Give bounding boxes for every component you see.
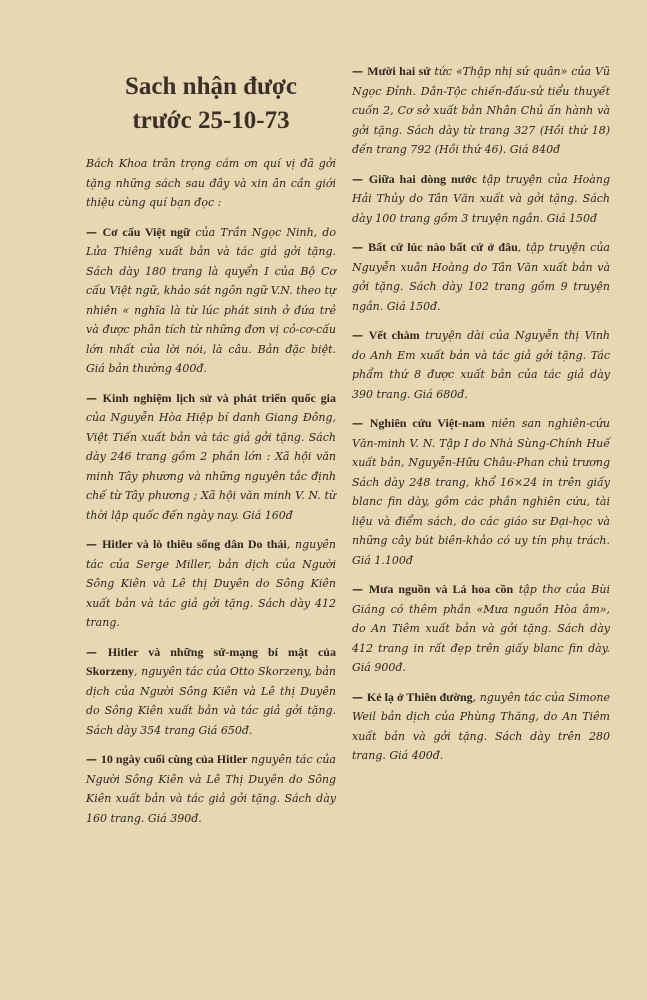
title-line-2: trước 25-10-73 [132,107,290,134]
entry-dash: — [86,538,103,551]
entry-dash: — [86,645,108,659]
book-entry [352,414,610,570]
intro-paragraph: Bách Khoa trân trọng cám ơn quí vị đã gởi tặng những sách sau đây và xin ân cần giới thiệu cùng quí bạn đọc : [86,157,336,209]
entry-dash: — [86,753,101,766]
entry-title: Mười hai sứ [367,64,431,78]
entry-title: Kẻ lạ ở Thiên đường [366,689,473,704]
entry-title: Bất cứ lúc nào bất cứ ở đâu [368,240,518,254]
book-entry [86,389,336,526]
title-line-1: Sach nhận được [125,73,297,100]
entry-title: Nghiên cứu Việt-nam [369,416,485,430]
book-entry [352,62,610,160]
entry-description: niên san nghiên-cứu Văn-minh V. N. Tập I do Nhà Sùng-Chính Huế xuất bản, Nguyễn-Hữu Châu-Phan chủ trương Sách dày 248 trang, khổ 16×24 in trên giấy blanc fin dày, gồm các phần nghiên cứu, tài liệu và điểm sách, do các giáo sư Đại-học và những cây bút biên-khảo có uy tín phụ trách. Giá 1.100đ [352,417,610,567]
left-entry-list [86,223,336,829]
entry-title: Hitler và những sứ-mạng bí mật của Skorzeny [86,644,336,678]
page-title [86,70,336,138]
entry-dash: — [86,391,103,405]
entry-description: tức «Thập nhị sứ quân» của Vũ Ngọc Đỉnh. Dân-Tộc chiến-đấu-sử tiểu thuyết cuốn 2, Cơ sở xuất bản Nhân Chủ ấn hành và gởi tặng. Sách dày từ trang 327 (Hồi thứ 18) đến trang 792 (Hồi thứ 46). Giá 840đ [352,65,610,156]
entry-description: của Nguyễn Hòa Hiệp bí danh Giang Đông, Việt Tiến xuất bản và tác giả gởi tặng. Sách dày 246 trang gồm 2 phần lớn : Xã hội văn minh Tây phương và những nguyên tắc định chế từ Tây phương ; Xã hội văn minh V. N. từ thời lập quốc đến ngày nay. Giá 160đ [86,411,336,522]
entry-title: Mưa nguồn và Lá hoa cồn [368,582,514,596]
book-entry [86,535,336,633]
book-entry [352,688,610,766]
book-entry [86,223,336,379]
entry-description: , nguyên tác của Serge Miller, bản dịch của Người Sông Kiên và Lê thị Duyên do Sông Kiên xuất bản và tác giả gởi tặng. Sách dày 412 trang. [86,538,337,629]
entry-description: , nguyên tác của Simone Weil bản dịch của Phùng Thăng, do An Tiêm xuất bản và gởi tặng. Sách dày trên 280 trang. Giá 400đ. [352,690,610,762]
entry-description: tập thơ của Bùi Giáng có thêm phần «Mưa nguồn Hòa âm», do An Tiêm xuất bản và gởi tặng. Sách dày 412 trang in rất đẹp trên giấy blanc fin dày. Giá 900đ. [352,583,610,674]
entry-title: Hitler và lò thiêu sống dân Do thái [102,537,287,551]
book-entry [352,326,610,404]
book-entry [352,580,610,678]
entry-description: truyện dài của Nguyễn thị Vinh do Anh Em xuất bản và tác giả gởi tặng. Tác phẩm thứ 8 được xuất bản của tác giả dày 390 trang. Giá 680đ. [352,329,611,401]
entry-dash: — [352,329,369,342]
entry-description: nguyên tác của Người Sông Kiên và Lê Thị Duyên do Sông Kiên xuất bản và tác giả gởi tặng. Sách dày 160 trang. Giá 390đ. [86,753,336,825]
entry-title: Giữa hai dòng nước [368,171,477,186]
entry-description: tập truyện của Hoàng Hải Thủy do Tân Văn xuất và gởi tặng. Sách dày 100 trang gồm 3 truyện ngắn. Giá 150đ [352,172,610,225]
entry-dash: — [352,172,369,186]
book-entry [86,643,336,741]
entry-title: Cơ cấu Việt ngữ [102,224,191,239]
entry-title: Kinh nghiệm lịch sử và phát triển quốc gia [102,390,336,405]
entry-dash: — [352,241,369,254]
entry-dash: — [352,583,369,596]
entry-description: của Trần Ngọc Ninh, do Lửa Thiêng xuất bản và tác giả gởi tặng. Sách dày 180 trang là quyển I của Bộ Cơ cấu Việt ngữ, khảo sát ngôn ngữ V.N. theo tự nhiên « nghĩa là từ lúc phát sinh ở đứa trẻ và được phân tích từ những đơn vị cỏ-cơ-cấu lớn nhất của lời nói, là câu. Bản đặc biệt. Giá bản thường 400đ. [86,225,336,375]
entry-dash: — [352,690,367,704]
entry-title: 10 ngày cuối cùng của Hitler [100,752,248,766]
entry-title: Vết chàm [368,328,420,342]
entry-dash: — [86,225,103,239]
left-column [86,62,336,838]
entry-dash: — [352,65,368,78]
book-entry [352,238,610,316]
right-column [352,62,610,776]
entry-description: , nguyên tác của Otto Skorzeny, bản dịch của Người Sông Kiên và Lê thị Duyên do Sông Kiên xuất bản và tác giả gởi tặng. Sách dày 354 trang Giá 650đ. [86,665,336,737]
entry-dash: — [352,417,370,430]
book-entry [86,750,336,828]
book-entry [352,170,610,229]
entry-description: , tập truyện của Nguyễn xuân Hoàng do Tân Văn xuất bản và gởi tặng. Sách dày 102 trang gồm 9 truyện ngắn. Giá 150đ. [352,241,610,313]
right-entry-list [352,62,610,766]
